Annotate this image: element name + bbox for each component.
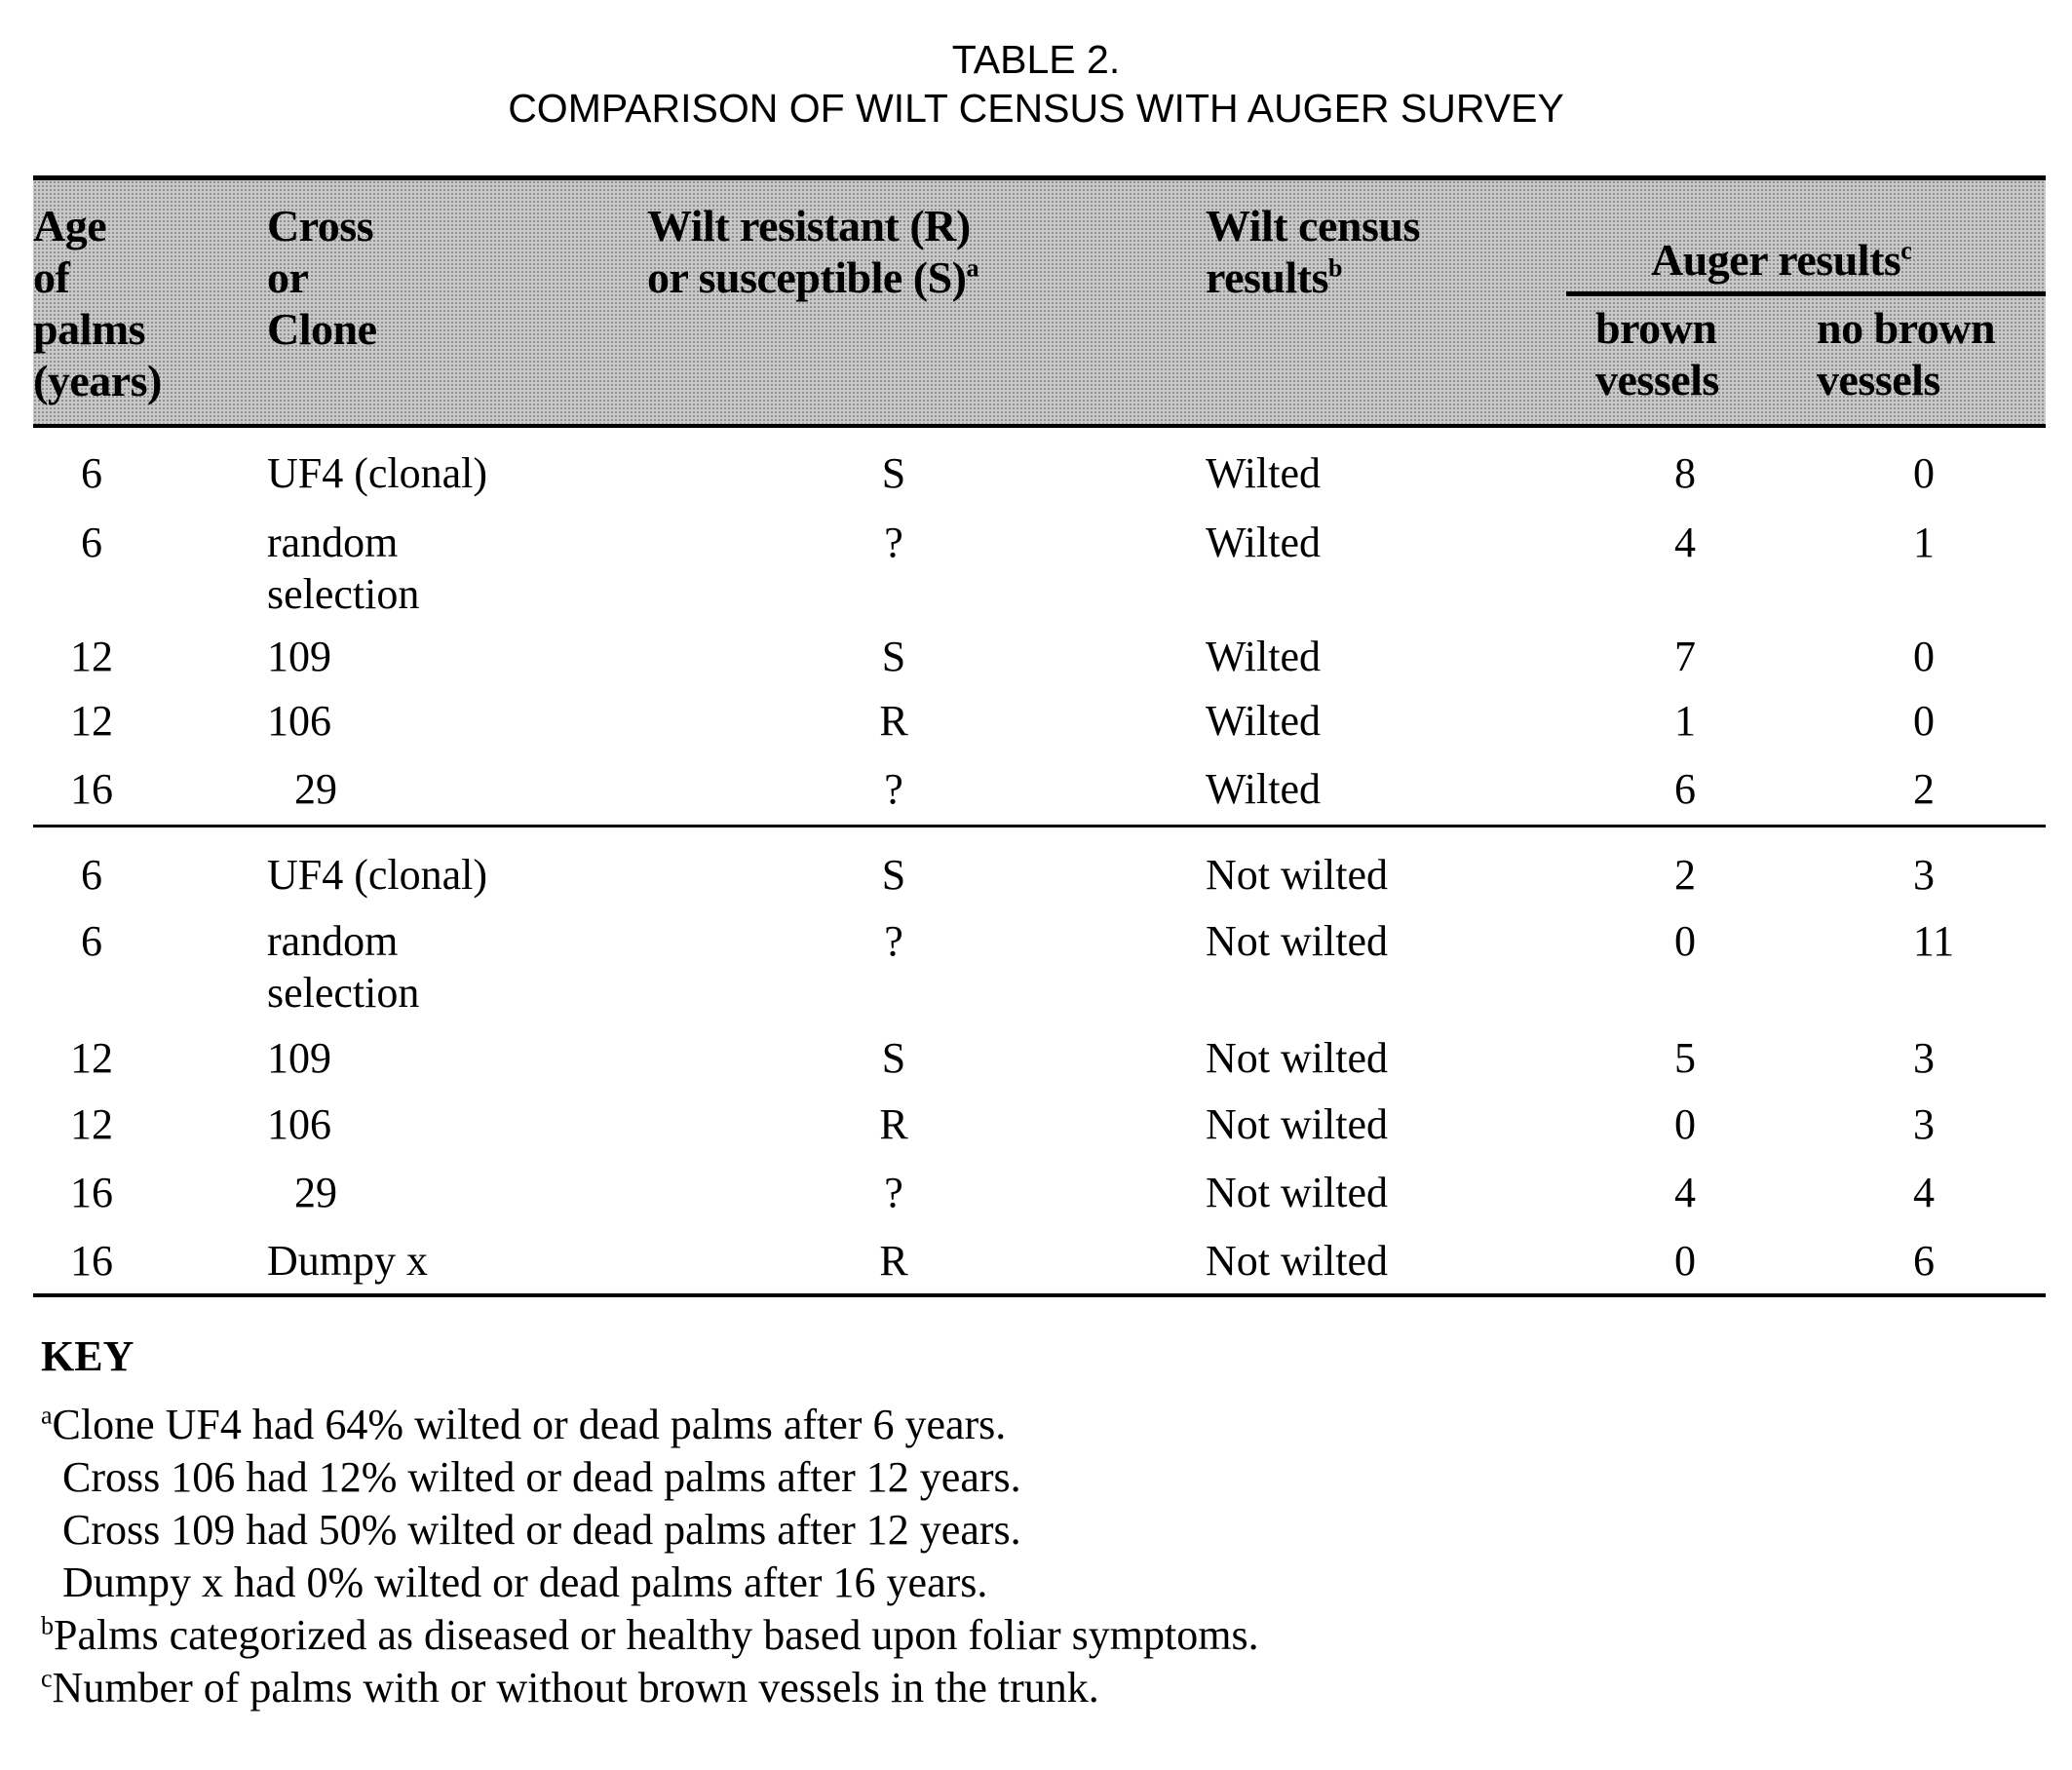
footnote-mark: b <box>41 1611 54 1640</box>
cell-cross: Dumpy x <box>267 1237 428 1285</box>
cell-census: Not wilted <box>1206 1100 1388 1148</box>
footnote-text: Palms categorized as diseased or healthy based upon foliar symptoms. <box>54 1611 1259 1659</box>
table-bottom-rule <box>33 1293 2046 1297</box>
footnote-mark-c: c <box>1900 236 1912 265</box>
footnote-mark-b: b <box>1328 253 1342 283</box>
cell-cross: random selection <box>267 917 420 1017</box>
cell-cross: 29 <box>294 765 337 813</box>
cell-brown: 4 <box>1674 519 1696 566</box>
table-header <box>33 180 2046 424</box>
cell-age: 16 <box>70 1169 113 1216</box>
header-age-line: palms <box>33 304 146 354</box>
table-title: COMPARISON OF WILT CENSUS WITH AUGER SURVEY <box>508 86 1564 131</box>
cell-brown: 7 <box>1674 633 1696 680</box>
cell-resistance: S <box>881 851 906 899</box>
cell-resistance: R <box>879 1100 908 1148</box>
cell-cross: random selection <box>267 519 420 618</box>
header-census-line <box>1206 251 1420 303</box>
cell-census: Wilted <box>1206 449 1321 497</box>
table-key <box>41 1330 1259 1714</box>
cell-age: 6 <box>81 917 102 965</box>
header-census-line: Wilt census <box>1206 201 1420 250</box>
cell-brown: 6 <box>1674 765 1696 813</box>
header-age-line: of <box>33 252 70 302</box>
cell-brown: 0 <box>1674 1100 1696 1148</box>
cell-census: Not wilted <box>1206 1169 1388 1216</box>
cell-resistance: ? <box>884 519 903 566</box>
cell-age: 6 <box>81 851 102 899</box>
cell-nobrown: 11 <box>1912 917 1955 965</box>
cell-census: Wilted <box>1206 697 1321 745</box>
key-title: KEY <box>41 1332 134 1380</box>
cell-cross: UF4 (clonal) <box>267 851 488 899</box>
cell-resistance: S <box>881 1034 906 1082</box>
cell-brown: 5 <box>1674 1034 1696 1082</box>
header-nobrown <box>1817 302 1995 405</box>
footnote <box>41 1662 1259 1714</box>
cell-brown: 0 <box>1674 1237 1696 1285</box>
cell-nobrown: 3 <box>1913 1100 1935 1148</box>
cell-nobrown: 0 <box>1913 697 1935 745</box>
cell-resistance: S <box>881 449 906 497</box>
header-resistance <box>647 200 978 303</box>
auger-spanner-rule <box>1566 291 2046 296</box>
header-cross-line: Cross <box>267 201 374 250</box>
footnote-text: Cross 109 had 50% wilted or dead palms after 12 years. <box>62 1506 1021 1554</box>
cell-nobrown: 3 <box>1913 1034 1935 1082</box>
cell-nobrown: 2 <box>1913 765 1935 813</box>
header-cross <box>267 200 377 355</box>
cell-resistance: R <box>879 697 908 745</box>
cell-resistance: ? <box>884 765 903 813</box>
header-cross-line: or <box>267 252 309 302</box>
cell-age: 6 <box>81 449 102 497</box>
cell-census: Wilted <box>1206 633 1321 680</box>
cell-census: Wilted <box>1206 765 1321 813</box>
cell-nobrown: 6 <box>1913 1237 1935 1285</box>
cell-resistance: ? <box>884 917 903 965</box>
cell-nobrown: 0 <box>1913 633 1935 680</box>
cell-nobrown: 0 <box>1913 449 1935 497</box>
header-brown-line: brown <box>1595 303 1717 353</box>
cell-resistance: S <box>881 633 906 680</box>
header-auger <box>1651 234 1911 286</box>
footnote <box>41 1557 1259 1609</box>
cell-brown: 4 <box>1674 1169 1696 1216</box>
table-caption <box>0 35 2072 133</box>
header-resistance-text: or susceptible (S) <box>647 252 967 302</box>
cell-age: 12 <box>70 1034 113 1082</box>
cell-brown: 8 <box>1674 449 1696 497</box>
cell-resistance: ? <box>884 1169 903 1216</box>
footnote <box>41 1451 1259 1504</box>
cell-age: 12 <box>70 1100 113 1148</box>
cell-census: Not wilted <box>1206 917 1388 965</box>
cell-age: 6 <box>81 519 102 566</box>
footnote-text: Dumpy x had 0% wilted or dead palms after 16 years. <box>62 1558 988 1606</box>
cell-cross: UF4 (clonal) <box>267 449 488 497</box>
footnote-mark-a: a <box>966 253 978 283</box>
table-body <box>33 428 2046 1297</box>
cell-cross: 106 <box>267 697 331 745</box>
footnote-mark: c <box>41 1664 53 1693</box>
cell-census: Not wilted <box>1206 851 1388 899</box>
header-census-text: results <box>1206 252 1328 302</box>
cell-census: Not wilted <box>1206 1034 1388 1082</box>
footnote-text: Number of palms with or without brown vessels in the trunk. <box>52 1664 1099 1712</box>
header-resistance-line: Wilt resistant (R) <box>647 201 971 250</box>
group-divider <box>33 825 2046 827</box>
header-nobrown-line: no brown <box>1817 303 1996 353</box>
cell-nobrown: 3 <box>1913 851 1935 899</box>
header-resistance-line <box>647 251 978 303</box>
cell-age: 12 <box>70 697 113 745</box>
cell-age: 16 <box>70 1237 113 1285</box>
cell-brown: 0 <box>1674 917 1696 965</box>
cell-census: Wilted <box>1206 519 1321 566</box>
cell-cross: 29 <box>294 1169 337 1216</box>
header-census <box>1206 200 1420 303</box>
cell-nobrown: 1 <box>1913 519 1935 566</box>
header-age-line: Age <box>33 201 107 250</box>
cell-census: Not wilted <box>1206 1237 1388 1285</box>
footnote <box>41 1399 1259 1451</box>
header-cross-line: Clone <box>267 304 377 354</box>
cell-cross: 109 <box>267 1034 331 1082</box>
header-brown <box>1595 302 1719 405</box>
footnote <box>41 1609 1259 1662</box>
data-table <box>33 175 2046 1297</box>
header-nobrown-line: vessels <box>1817 355 1940 404</box>
footnote-text: Cross 106 had 12% wilted or dead palms after 12 years. <box>62 1453 1021 1501</box>
table-number: TABLE 2. <box>951 37 1121 82</box>
cell-nobrown: 4 <box>1913 1169 1935 1216</box>
cell-brown: 2 <box>1674 851 1696 899</box>
header-age-line: (years) <box>33 356 162 405</box>
cell-resistance: R <box>879 1237 908 1285</box>
footnote <box>41 1504 1259 1557</box>
cell-age: 16 <box>70 765 113 813</box>
header-brown-line: vessels <box>1595 355 1719 404</box>
header-auger-text: Auger results <box>1651 235 1901 285</box>
footnote-text: Clone UF4 had 64% wilted or dead palms after 6 years. <box>52 1401 1007 1448</box>
cell-brown: 1 <box>1674 697 1696 745</box>
cell-age: 12 <box>70 633 113 680</box>
cell-cross: 106 <box>267 1100 331 1148</box>
footnote-mark: a <box>41 1401 53 1430</box>
cell-cross: 109 <box>267 633 331 680</box>
header-age <box>33 200 162 406</box>
